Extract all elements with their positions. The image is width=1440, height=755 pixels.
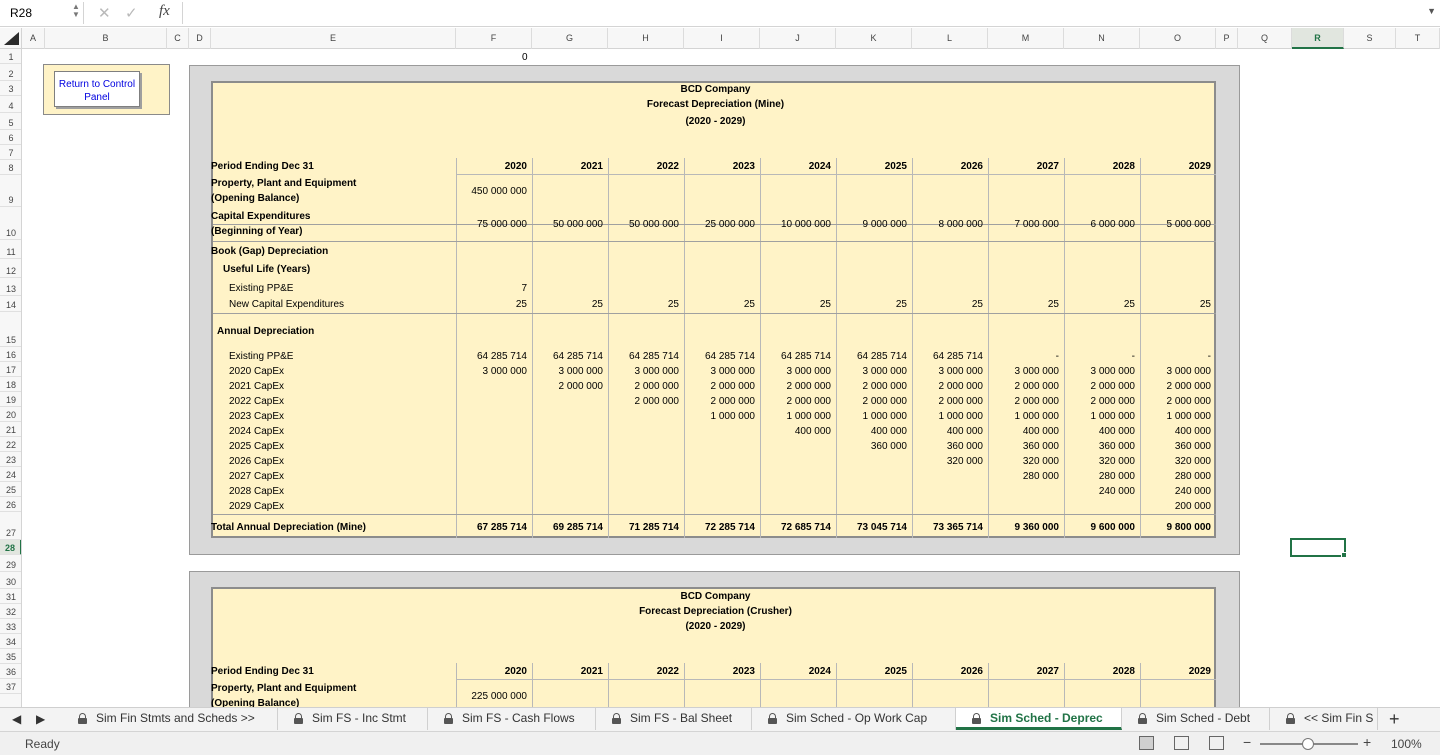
column-header-p[interactable]: P [1216, 28, 1238, 49]
column-header-q[interactable]: Q [1238, 28, 1292, 49]
row-header-17[interactable]: 17 [0, 362, 22, 377]
mine-row-divider [213, 514, 1216, 515]
sheet-tab-label: Sim FS - Bal Sheet [630, 711, 733, 725]
mine-total-value[interactable]: 69 285 714 [552, 522, 603, 533]
mine-capex-value[interactable]: 50 000 000 [628, 219, 679, 230]
sheet-tab[interactable] [596, 708, 752, 730]
mine-dep-row-label: 2028 CapEx [229, 486, 285, 497]
mine-new-life-value[interactable]: 25 [743, 299, 755, 310]
mine-dep-value[interactable]: 280 000 [1174, 471, 1211, 482]
row-header-5[interactable]: 5 [0, 113, 22, 130]
mine-dep-value[interactable]: 64 285 714 [552, 351, 603, 362]
mine-col-divider [760, 158, 761, 538]
sheet-tab-label: Sim Sched - Debt [1156, 711, 1251, 725]
mine-total-value[interactable]: 9 600 000 [1090, 522, 1135, 533]
zoom-in-icon[interactable]: + [1363, 734, 1372, 750]
mine-dep-value[interactable]: 320 000 [1174, 456, 1211, 467]
fill-handle[interactable] [1341, 552, 1347, 558]
crusher-year-header: 2020 [504, 666, 527, 677]
mine-col-divider [912, 158, 913, 538]
mine-dep-row-label: 2029 CapEx [229, 501, 285, 512]
mine-dep-value[interactable]: 360 000 [1022, 441, 1059, 452]
mine-dep-value[interactable]: 3 000 000 [862, 366, 907, 377]
mine-dep-value[interactable]: 2 000 000 [1090, 396, 1135, 407]
column-header-n[interactable]: N [1064, 28, 1140, 49]
mine-col-divider [532, 158, 533, 538]
mine-dep-row-label: 2027 CapEx [229, 471, 285, 482]
mine-new-life-value[interactable]: 25 [1047, 299, 1059, 310]
row-header-32[interactable]: 32 [0, 604, 22, 619]
mine-dep-value[interactable]: 400 000 [946, 426, 983, 437]
prev-sheet-icon[interactable]: ◀ [12, 712, 22, 726]
mine-row-divider [457, 174, 1216, 175]
crusher-year-header: 2024 [808, 666, 831, 677]
mine-dep-value[interactable]: 3 000 000 [482, 366, 527, 377]
sheet-tab[interactable] [1122, 708, 1270, 730]
mine-dep-value[interactable]: 400 000 [1022, 426, 1059, 437]
lock-icon [1286, 713, 1295, 724]
mine-period-label: Period Ending Dec 31 [211, 161, 314, 172]
mine-new-life-value[interactable]: 25 [1199, 299, 1211, 310]
cell-f1[interactable]: 0 [522, 52, 528, 63]
mine-total-value[interactable]: 9 360 000 [1014, 522, 1059, 533]
mine-dep-value[interactable]: 64 285 714 [780, 351, 831, 362]
crusher-period: (2020 - 2029) [685, 621, 746, 632]
mine-year-header: 2021 [580, 161, 603, 172]
formula-input[interactable] [190, 5, 1410, 21]
select-all-button[interactable] [0, 28, 22, 49]
mine-dep-value[interactable]: 64 285 714 [856, 351, 907, 362]
row-header-7[interactable]: 7 [0, 145, 22, 160]
sheet-tab-bar [0, 707, 1440, 731]
mine-dep-value[interactable]: 3 000 000 [938, 366, 983, 377]
row-header-8[interactable]: 8 [0, 160, 22, 175]
mine-dep-value[interactable]: 360 000 [870, 441, 907, 452]
mine-dep-value[interactable]: 320 000 [946, 456, 983, 467]
name-box-value: R28 [10, 6, 33, 20]
mine-ppe-sublabel: (Opening Balance) [211, 193, 300, 204]
column-header-o[interactable]: O [1140, 28, 1216, 49]
mine-total-value[interactable]: 73 045 714 [856, 522, 907, 533]
column-header-f[interactable]: F [456, 28, 532, 49]
row-header-31[interactable]: 31 [0, 589, 22, 604]
column-header-s[interactable]: S [1344, 28, 1396, 49]
mine-total-label: Total Annual Depreciation (Mine) [211, 522, 367, 533]
mine-year-header: 2028 [1112, 161, 1135, 172]
mine-dep-value[interactable]: 3 000 000 [634, 366, 679, 377]
mine-new-capex-label: New Capital Expenditures [229, 299, 345, 310]
mine-dep-value[interactable]: 240 000 [1174, 486, 1211, 497]
formula-bar-divider [182, 2, 183, 24]
lock-icon-body [768, 718, 777, 724]
row-header-13[interactable]: 13 [0, 278, 22, 296]
mine-dep-value[interactable]: 2 000 000 [1014, 396, 1059, 407]
mine-total-value[interactable]: 72 285 714 [704, 522, 755, 533]
lock-icon-body [1286, 718, 1295, 724]
crusher-year-header: 2029 [1188, 666, 1211, 677]
lock-icon [294, 713, 303, 724]
row-header-18[interactable]: 18 [0, 377, 22, 392]
mine-dep-row-label: 2024 CapEx [229, 426, 285, 437]
lock-icon-body [1138, 718, 1147, 724]
mine-dep-value[interactable]: 2 000 000 [1014, 381, 1059, 392]
page-layout-view-icon[interactable] [1174, 736, 1189, 750]
row-header-1[interactable]: 1 [0, 49, 22, 64]
mine-dep-value[interactable]: 3 000 000 [786, 366, 831, 377]
mine-new-life-value[interactable]: 25 [667, 299, 679, 310]
mine-dep-value[interactable]: 2 000 000 [710, 381, 755, 392]
mine-dep-value[interactable]: 2 000 000 [1166, 381, 1211, 392]
column-header-b[interactable]: B [45, 28, 167, 49]
mine-capex-label: Capital Expenditures [211, 211, 311, 222]
row-header-21[interactable]: 21 [0, 422, 22, 437]
crusher-depreciation-table [211, 587, 1216, 707]
mine-dep-value[interactable]: 320 000 [1022, 456, 1059, 467]
formula-bar [0, 0, 1440, 27]
mine-dep-value[interactable]: 3 000 000 [1166, 366, 1211, 377]
zoom-level[interactable]: 100% [1391, 737, 1422, 751]
row-header-11[interactable]: 11 [0, 240, 22, 259]
status-ready: Ready [25, 737, 60, 751]
worksheet-grid[interactable] [22, 49, 1440, 707]
row-header-22[interactable]: 22 [0, 437, 22, 452]
insert-function-icon[interactable]: fx [159, 3, 170, 19]
mine-dep-value[interactable]: - [1055, 351, 1059, 362]
column-header-t[interactable]: T [1396, 28, 1440, 49]
mine-year-header: 2025 [884, 161, 907, 172]
column-header-m[interactable]: M [988, 28, 1064, 49]
mine-dep-value[interactable]: 2 000 000 [862, 396, 907, 407]
row-header-3[interactable]: 3 [0, 81, 22, 96]
mine-dep-row-label: 2025 CapEx [229, 441, 285, 452]
mine-dep-value[interactable]: 3 000 000 [1014, 366, 1059, 377]
mine-dep-value[interactable]: 400 000 [1174, 426, 1211, 437]
mine-dep-value[interactable]: 400 000 [794, 426, 831, 437]
row-header-25[interactable]: 25 [0, 482, 22, 497]
zoom-slider-thumb[interactable] [1302, 738, 1314, 750]
mine-dep-value[interactable]: 360 000 [1174, 441, 1211, 452]
mine-dep-value[interactable]: 360 000 [1098, 441, 1135, 452]
column-header-d[interactable]: D [189, 28, 211, 49]
column-header-c[interactable]: C [167, 28, 189, 49]
crusher-ppe-label: Property, Plant and Equipment [211, 683, 357, 694]
mine-capex-value[interactable]: 5 000 000 [1166, 219, 1211, 230]
row-header-34[interactable]: 34 [0, 634, 22, 649]
mine-dep-value[interactable]: 320 000 [1098, 456, 1135, 467]
column-header-h[interactable]: H [608, 28, 684, 49]
mine-col-divider [836, 158, 837, 538]
mine-dep-value[interactable]: 2 000 000 [634, 381, 679, 392]
mine-existing-life-value[interactable]: 7 [521, 283, 527, 294]
column-header-e[interactable]: E [211, 28, 456, 49]
sheet-tab-label: Sim FS - Cash Flows [462, 711, 575, 725]
mine-year-header: 2023 [732, 161, 755, 172]
mine-dep-value[interactable]: 2 000 000 [634, 396, 679, 407]
row-header-24[interactable]: 24 [0, 467, 22, 482]
lock-icon-body [972, 718, 981, 724]
mine-dep-value[interactable]: 3 000 000 [710, 366, 755, 377]
selected-cell-r28[interactable] [1290, 538, 1346, 557]
lock-icon [444, 713, 453, 724]
mine-year-header: 2026 [960, 161, 983, 172]
crusher-year-header: 2023 [732, 666, 755, 677]
row-header-16[interactable]: 16 [0, 347, 22, 362]
mine-year-header: 2027 [1036, 161, 1059, 172]
sheet-tab[interactable] [956, 708, 1122, 730]
mine-dep-value[interactable]: 400 000 [1098, 426, 1135, 437]
sheet-tab[interactable] [752, 708, 956, 730]
sheet-tab-label: << Sim Fin S [1304, 711, 1374, 725]
mine-dep-value[interactable]: 2 000 000 [710, 396, 755, 407]
lock-icon-body [444, 718, 453, 724]
sheet-tab[interactable] [62, 708, 278, 730]
row-header-4[interactable]: 4 [0, 96, 22, 113]
crusher-ppe-value[interactable]: 225 000 000 [471, 691, 527, 702]
mine-dep-row-label: 2020 CapEx [229, 366, 285, 377]
row-header-9[interactable]: 9 [0, 175, 22, 207]
expand-formula-bar-icon[interactable]: ▼ [1427, 6, 1436, 16]
sheet-tab[interactable] [278, 708, 428, 730]
crusher-year-header: 2022 [656, 666, 679, 677]
mine-dep-value[interactable]: 2 000 000 [938, 396, 983, 407]
column-header-g[interactable]: G [532, 28, 608, 49]
row-header-23[interactable]: 23 [0, 452, 22, 467]
mine-dep-value[interactable]: 200 000 [1174, 501, 1211, 512]
crusher-ppe-sublabel: (Opening Balance) [211, 698, 300, 707]
lock-icon [1138, 713, 1147, 724]
mine-company: BCD Company [680, 84, 751, 95]
mine-annual-dep-label: Annual Depreciation [217, 326, 315, 337]
column-header-k[interactable]: K [836, 28, 912, 49]
mine-new-life-value[interactable]: 25 [895, 299, 907, 310]
mine-depreciation-table [211, 81, 1216, 538]
zoom-out-icon[interactable]: − [1243, 734, 1252, 750]
mine-existing-ppe-label: Existing PP&E [229, 283, 294, 294]
mine-dep-row-label: 2022 CapEx [229, 396, 285, 407]
crusher-row-divider [457, 679, 1216, 680]
row-header-29[interactable]: 29 [0, 555, 22, 572]
row-header-35[interactable]: 35 [0, 649, 22, 664]
mine-col-divider [684, 158, 685, 538]
crusher-year-header: 2028 [1112, 666, 1135, 677]
select-all-icon [4, 32, 19, 45]
mine-year-header: 2020 [504, 161, 527, 172]
mine-total-value[interactable]: 71 285 714 [628, 522, 679, 533]
row-header-15[interactable]: 15 [0, 312, 22, 347]
crusher-year-header: 2025 [884, 666, 907, 677]
mine-dep-value[interactable]: 1 000 000 [710, 411, 755, 422]
mine-dep-value[interactable]: 64 285 714 [704, 351, 755, 362]
mine-book-label: Book (Gap) Depreciation [211, 246, 329, 257]
cancel-icon[interactable]: ✕ [98, 5, 111, 22]
mine-new-life-value[interactable]: 25 [515, 299, 527, 310]
mine-total-value[interactable]: 67 285 714 [476, 522, 527, 533]
mine-capex-value[interactable]: 7 000 000 [1014, 219, 1059, 230]
row-header-26[interactable]: 26 [0, 497, 22, 512]
mine-row-divider [213, 241, 1216, 242]
crusher-year-header: 2027 [1036, 666, 1059, 677]
status-bar [0, 731, 1440, 755]
lock-icon-body [294, 718, 303, 724]
next-sheet-icon[interactable]: ▶ [36, 712, 46, 726]
mine-dep-value[interactable]: 240 000 [1098, 486, 1135, 497]
crusher-year-header: 2026 [960, 666, 983, 677]
mine-capex-value[interactable]: 25 000 000 [704, 219, 755, 230]
mine-dep-value[interactable]: 1 000 000 [1090, 411, 1135, 422]
crusher-company: BCD Company [680, 591, 751, 602]
crusher-depreciation-panel [189, 571, 1240, 707]
mine-dep-value[interactable]: 400 000 [870, 426, 907, 437]
return-to-control-panel-button[interactable]: Return to Control Panel [54, 71, 140, 107]
mine-dep-row-label: 2026 CapEx [229, 456, 285, 467]
mine-new-life-value[interactable]: 25 [819, 299, 831, 310]
lock-icon-body [78, 718, 87, 724]
row-header-27[interactable]: 27 [0, 512, 22, 540]
enter-icon[interactable]: ✓ [125, 5, 138, 22]
row-header-30[interactable]: 30 [0, 572, 22, 589]
mine-new-life-value[interactable]: 25 [971, 299, 983, 310]
add-sheet-icon[interactable]: + [1389, 709, 1400, 729]
mine-total-value[interactable]: 72 685 714 [780, 522, 831, 533]
mine-dep-value[interactable]: 2 000 000 [558, 381, 603, 392]
lock-icon [612, 713, 621, 724]
mine-new-life-value[interactable]: 25 [591, 299, 603, 310]
mine-capex-value[interactable]: 8 000 000 [938, 219, 983, 230]
mine-dep-value[interactable]: 3 000 000 [1090, 366, 1135, 377]
sheet-tab-label: Sim Fin Stmts and Scheds >> [96, 711, 255, 725]
row-header-37[interactable]: 37 [0, 679, 22, 694]
mine-year-header: 2029 [1188, 161, 1211, 172]
mine-total-value[interactable]: 73 365 714 [932, 522, 983, 533]
row-header-28[interactable]: 28 [0, 540, 22, 555]
column-header-r[interactable]: R [1292, 28, 1344, 49]
mine-ppe-label: Property, Plant and Equipment [211, 178, 357, 189]
mine-dep-value[interactable]: 1 000 000 [1166, 411, 1211, 422]
row-header-2[interactable]: 2 [0, 64, 22, 81]
column-header-i[interactable]: I [684, 28, 760, 49]
mine-dep-row-label: 2021 CapEx [229, 381, 285, 392]
mine-dep-value[interactable]: 2 000 000 [786, 396, 831, 407]
mine-dep-value[interactable]: 1 000 000 [938, 411, 983, 422]
mine-ppe-value[interactable]: 450 000 000 [471, 186, 527, 197]
mine-capex-value[interactable]: 50 000 000 [552, 219, 603, 230]
mine-dep-value[interactable]: 2 000 000 [1166, 396, 1211, 407]
sheet-tab[interactable] [1270, 708, 1378, 730]
row-header-12[interactable]: 12 [0, 259, 22, 278]
row-header-19[interactable]: 19 [0, 392, 22, 407]
mine-col-divider [608, 158, 609, 538]
row-header-20[interactable]: 20 [0, 407, 22, 422]
sheet-tab[interactable] [428, 708, 596, 730]
mine-capex-value[interactable]: 75 000 000 [476, 219, 527, 230]
name-box-dropdown-icon[interactable]: ▲ ▼ [72, 2, 80, 19]
mine-new-life-value[interactable]: 25 [1123, 299, 1135, 310]
mine-capex-value[interactable]: 6 000 000 [1090, 219, 1135, 230]
sheet-tab-label: Sim Sched - Deprec [990, 711, 1103, 725]
mine-dep-value[interactable]: 1 000 000 [786, 411, 831, 422]
row-header-36[interactable]: 36 [0, 664, 22, 679]
mine-dep-value[interactable]: 64 285 714 [476, 351, 527, 362]
row-header [0, 49, 22, 707]
mine-capex-value[interactable]: 9 000 000 [862, 219, 907, 230]
row-header-10[interactable]: 10 [0, 207, 22, 240]
mine-total-value[interactable]: 9 800 000 [1166, 522, 1211, 533]
mine-dep-row-label: Existing PP&E [229, 351, 294, 362]
mine-dep-value[interactable]: 1 000 000 [862, 411, 907, 422]
mine-dep-value[interactable]: 360 000 [946, 441, 983, 452]
page-break-view-icon[interactable] [1209, 736, 1224, 750]
row-header-6[interactable]: 6 [0, 130, 22, 145]
row-header-33[interactable]: 33 [0, 619, 22, 634]
column-header-j[interactable]: J [760, 28, 836, 49]
mine-useful-life-label: Useful Life (Years) [223, 264, 311, 275]
crusher-title: Forecast Depreciation (Crusher) [639, 606, 792, 617]
mine-dep-value[interactable]: 2 000 000 [1090, 381, 1135, 392]
mine-dep-row-label: 2023 CapEx [229, 411, 285, 422]
sheet-tab-label: Sim FS - Inc Stmt [312, 711, 407, 725]
mine-title: Forecast Depreciation (Mine) [646, 99, 785, 110]
mine-dep-value[interactable]: 64 285 714 [932, 351, 983, 362]
column-header-l[interactable]: L [912, 28, 988, 49]
mine-dep-value[interactable]: 1 000 000 [1014, 411, 1059, 422]
column-header-a[interactable]: A [22, 28, 45, 49]
mine-dep-value[interactable]: 2 000 000 [938, 381, 983, 392]
mine-dep-value[interactable]: - [1131, 351, 1135, 362]
mine-capex-sublabel: (Beginning of Year) [211, 226, 303, 237]
mine-capex-value[interactable]: 10 000 000 [780, 219, 831, 230]
row-header-14[interactable]: 14 [0, 296, 22, 312]
mine-col-divider [456, 158, 457, 538]
sheet-tab-label: Sim Sched - Op Work Cap [786, 711, 928, 725]
lock-icon [78, 713, 87, 724]
lock-icon [972, 713, 981, 724]
mine-dep-value[interactable]: 280 000 [1098, 471, 1135, 482]
column-header [0, 28, 1440, 49]
mine-dep-value[interactable]: 2 000 000 [862, 381, 907, 392]
mine-period: (2020 - 2029) [685, 116, 746, 127]
mine-dep-value[interactable]: 3 000 000 [558, 366, 603, 377]
mine-dep-value[interactable]: 2 000 000 [786, 381, 831, 392]
lock-icon-body [612, 718, 621, 724]
normal-view-icon[interactable] [1139, 736, 1154, 750]
crusher-year-header: 2021 [580, 666, 603, 677]
mine-year-header: 2022 [656, 161, 679, 172]
mine-dep-value[interactable]: 280 000 [1022, 471, 1059, 482]
mine-row-divider [213, 313, 1216, 314]
mine-dep-value[interactable]: 64 285 714 [628, 351, 679, 362]
mine-dep-value[interactable]: - [1207, 351, 1211, 362]
mine-year-header: 2024 [808, 161, 831, 172]
mine-depreciation-panel [189, 65, 1240, 555]
lock-icon [768, 713, 777, 724]
crusher-period-label: Period Ending Dec 31 [211, 666, 314, 677]
